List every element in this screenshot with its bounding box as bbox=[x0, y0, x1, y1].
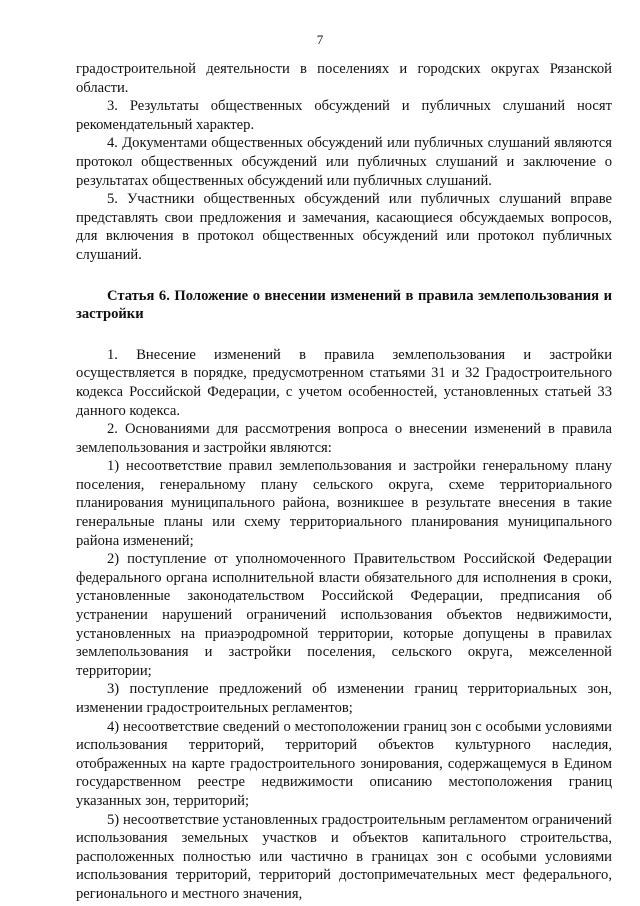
spacer bbox=[76, 324, 612, 346]
paragraph-item-4: 4. Документами общественных обсуждений или публичных слушаний являются протокол общественных обсуждений или публичных слушаний и заключение о результатах общественных обсуждений или публичных слушаний. bbox=[76, 135, 612, 189]
article-paragraph-2: 2. Основаниями для рассмотрения вопроса о внесении изменений в правила землепользования и застройки являются: bbox=[76, 421, 612, 456]
article-paragraph-1: 1. Внесение изменений в правила землепользования и застройки осуществляется в порядке, предусмотренном статьями 31 и 32 Градостроительного кодекса Российской Федерации, с учетом особенностей, установленных статьей 33 данного кодекса. bbox=[76, 346, 612, 419]
list-item-2: 2) поступление от уполномоченного Правительством Российской Федерации федерального органа исполнительной власти обязательного для исполнения в сроки, установленные законодательством Российской Федерации, предписания об устранении нарушений ограничений использования объектов недвижимости, установленных на приаэродромной территории, которые допущены в правилах землепользования и застройки поселения, сельского округа, межселенной территории; bbox=[76, 551, 612, 679]
article-heading: Статья 6. Положение о внесении изменений в правила землепользования и застройки bbox=[76, 287, 612, 323]
paragraph-continuation: градостроительной деятельности в поселениях и городских округах Рязанской области. bbox=[76, 61, 612, 96]
list-item-4: 4) несоответствие сведений о местоположении границ зон с особыми условиями использования территорий, территорий объектов культурного наследия, отображенных на карте градостроительного зонирования, содержащемуся в Едином государственном реестре недвижимости описанию местоположения границ указанных зон, территорий; bbox=[76, 718, 612, 809]
spacer bbox=[76, 265, 612, 287]
paragraph-item-3: 3. Результаты общественных обсуждений и публичных слушаний носят рекомендательный характер. bbox=[76, 98, 612, 133]
list-item-3: 3) поступление предложений об изменении границ территориальных зон, изменении градостроительных регламентов; bbox=[76, 681, 612, 716]
list-item-5: 5) несоответствие установленных градостроительным регламентом ограничений использования земельных участков и объектов капитального строительства, расположенных полностью или частично в границах зон с особыми условиями использования территорий, территорий достопримечательных мест федерального, регионального и местного значения, bbox=[76, 811, 612, 902]
page-number: 7 bbox=[316, 32, 324, 47]
list-item-1: 1) несоответствие правил землепользования и застройки генеральному плану поселения, генеральному плану сельского округа, схеме территориального планирования муниципального района, возникшее в результате внесения в такие генеральные планы или схему территориального планирования муниципального района изменений; bbox=[76, 458, 612, 549]
document-body bbox=[76, 60, 612, 904]
paragraph-item-5: 5. Участники общественных обсуждений или публичных слушаний вправе представлять свои предложения и замечания, касающиеся обсуждаемых вопросов, для включения в протокол общественных обсуждений или протокол публичных слушаний. bbox=[76, 191, 612, 263]
